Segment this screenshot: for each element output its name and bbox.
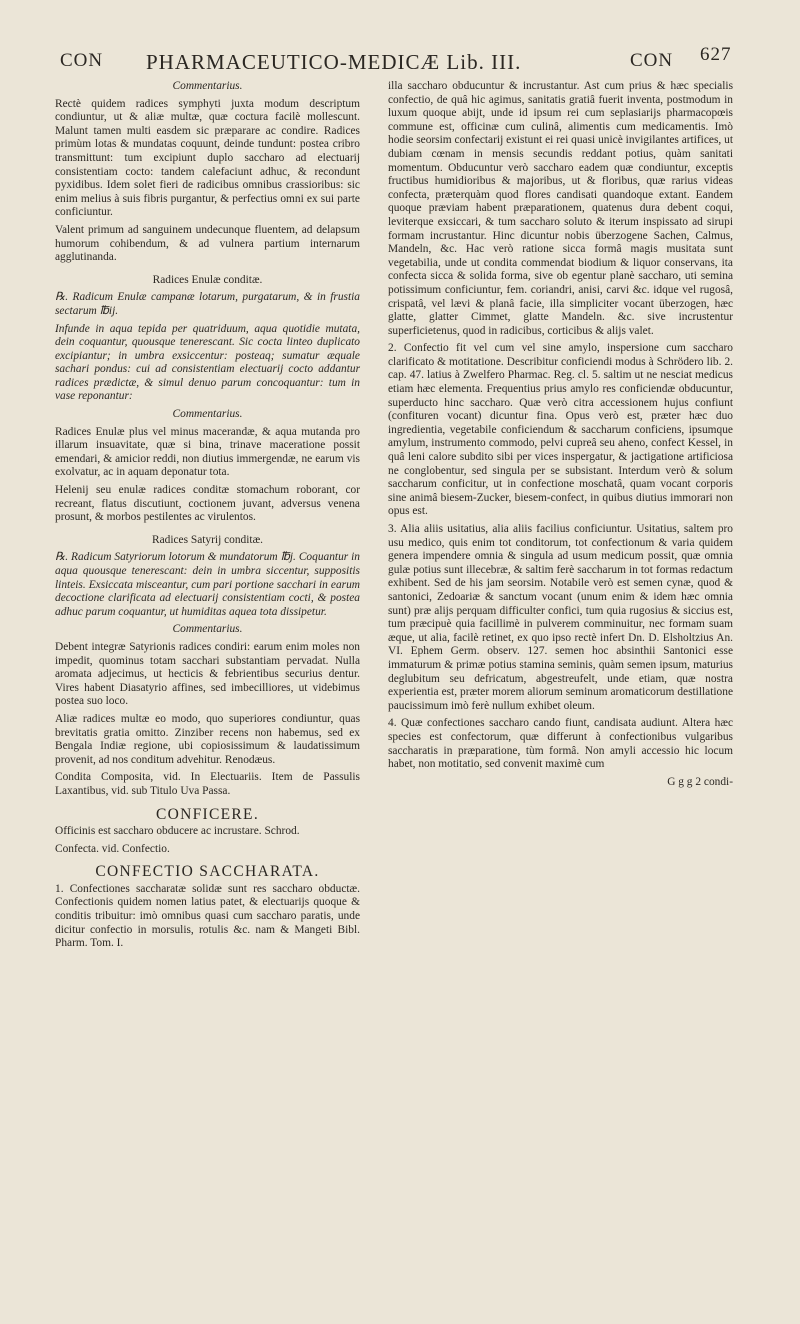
- body-paragraph: Rectè quidem radices symphyti juxta modum descriptum condiuntur, ut & aliæ multæ, quæ coctura facilè mollescunt. Malunt tamen multi easdem sic præparare ac condire. Radices primùm lotas & mundatas coquunt, deinde tundunt: postea cribro transmittunt: tum excipiunt duplo saccharo ad electuarij consistentiam cocto: tandem calefaciunt adhuc, & recondunt pyxidibus. Idem solet fieri de radicibus omnibus crassioribus: sic enim melius à suis fibris purgantur, & perfectius omni ex sui parte conficiuntur.: [55, 97, 360, 219]
- entry-heading: CONFECTIO SACCHARATA.: [95, 863, 320, 881]
- section-heading: Radices Enulæ conditæ.: [152, 273, 263, 286]
- commentary-heading: Commentarius.: [172, 623, 243, 636]
- section-heading: Radices Satyrij conditæ.: [151, 533, 264, 546]
- body-paragraph: Officinis est saccharo obducere ac incrustare. Schrod.: [55, 825, 300, 838]
- signature-catchword: G g g 2 condi-: [667, 775, 733, 788]
- recipe-paragraph: ℞. Radicum Satyriorum lotorum & mundatorum ℔j. Coquantur in aqua quousque tenerescant: dein in umbra siccentur, suppositis linteis. Exsiccata misceantur, cum pari portione sacchari in earum decoctione clarificata ad electuarij consistentiam cocti, & postea adhuc parum coquantur, ut humiditas aquea tota dissipetur.: [55, 551, 360, 618]
- body-paragraph: Helenij seu enulæ radices conditæ stomachum roborant, cor recreant, flatus discutiunt, coctionem juvant, adversus venena prosunt, & morbos pestilentes ac virulentos.: [55, 484, 360, 524]
- header-left-catchword: CON: [60, 50, 104, 71]
- header-right-catchword: CON: [630, 50, 674, 71]
- commentary-heading: Commentarius.: [172, 80, 243, 92]
- body-paragraph: Aliæ radices multæ eo modo, quo superiores condiuntur, quas brevitatis gratia omitto. Zinziber recens non habemus, sed ex Bengala Indiæ regione, ubi copiosissimum & laudatissimum provenit, ad nos conditum advehitur. Renodæus.: [55, 712, 360, 766]
- entry-heading: CONFICERE.: [156, 805, 259, 823]
- body-paragraph: Valent primum ad sanguinem undecunque fluentem, ad delapsum humorum cohibendum, & ad vulnera partium internarum agglutinanda.: [55, 223, 360, 264]
- body-paragraph: Debent integræ Satyrionis radices condiri: earum enim moles non impedit, quominus totam sacchari substantiam pervadat. Nulla aromata adjecimus, ut hecticis & febrientibus securius dentur. Vires habent Diasatyrio affines, sed imbecilliores, ut videbimus postea suo loco.: [55, 640, 360, 708]
- commentary-heading: Commentarius.: [172, 408, 243, 421]
- body-paragraph: 4. Quæ confectiones saccharo cando fiunt, candisata audiunt. Altera hæc species est confectorum, quæ differunt à confectionibus vulgaribus saccharatis in præparatione, tùm formâ. Non amyli accessio hic locum habet, non motitatio, sed convenit maximè cum: [388, 717, 733, 771]
- body-paragraph: Confecta. vid. Confectio.: [55, 842, 170, 855]
- page-number: 627: [700, 44, 732, 65]
- body-paragraph: Radices Enulæ plus vel minus macerandæ, & aqua mutanda pro illarum insuavitate, quæ si bina, trinave maceratione possit emendari, & amicior reddi, non diutius immergendæ, ne earum vis exolvatur, ac in aquam deponatur tota.: [55, 425, 360, 479]
- header-title: PHARMACEUTICO-MEDICÆ Lib. III.: [146, 50, 522, 74]
- body-paragraph: illa saccharo obducuntur & incrustantur. Ast cum prius & hæc specialis confectio, de quâ hic agimus, sanitatis gratiâ fuerit inventa, postmodum in luxum quoque abijt, unde id ipsum rei cum seplasiarijs pharmacopœis commune est, officinæ cum culinâ, alimentis cum medicamentis. Imò hodie seorsim confectarij existunt ei rei quasi unicè invigilantes artifices, ut dubiam cœnam in mensis secundis reddant potius, quàm sanitati momentum. Obducuntur verò saccharo eadem quæ condiuntur, exceptis fructibus humidioribus & majoribus, ut & floribus, quæ rarius videas confecta, præterquàm quod flores candisati quandoque extant. Eandem quoque præviam habent præparationem, quatenus dura debent coqui, leviterque exsiccari, & tum saccharo soluto & iterum inspissato ad sirupi formam incrustantur. Hinc dicuntur nobis überzogene Sachen, Calmus, Mandeln, &c. Hac verò ratione sicca formâ magis musitata sunt vegetabilia, unde ut condita commendat biodium & liquor conservans, ita confecta sicca & solida forma, sive ob egentur planè saccharo, uti semina potissimum conficiuntur, fem. coriandri, anisi, carvi &c. idque vel rugosâ, crispatâ, vel lævi & planâ facie, illa simpliciter vocant überzogen, hæc glatte, glatter Cimmet, glatte Mandeln. &c. sive incrustentur superficietenus, quod in radicibus, corticibus & alijs valet.: [388, 80, 733, 337]
- left-column: [55, 76, 360, 951]
- recipe-paragraph: ℞. Radicum Enulæ campanæ lotarum, purgatarum, & in frustia sectarum ℔ij.: [55, 291, 360, 317]
- body-paragraph: 3. Alia aliis usitatius, alia aliis facilius conficiuntur. Usitatius, saltem pro usu medico, quis enim tot conditorum, tot confectionum & varia quidem genera impendere omnia & singula ad usum medicum possit, quæ omnia gulæ potius sunt illecebræ, & saltim ferè saccharum in tot formas redactum exhibent. Sed de his jam seorsim. Notabile verò est semen cynæ, quod & santonici, Zedoariæ & sanctum vocant (unum enim & idem hæc omnia sunt) præ alijs perquam difficulter confici, tum quia rugosius & siccius est, tum præcipuè quia facillimè in pulverem comminuitur, nec formam suam æque, ut alia, facilè retinet, ex quo ipso rectè infert Dn. D. Elsholtzius An. VI. Ephem Germ. observ. 127. semen hoc absinthii Santonici esse immaturum & primæ potius stamina seminis, quàm semen ipsum, maturius deglubitum seu defricatum, abgestreufelt, unde etiam, quæ nostra experientia est, præter morem aliorum seminum aromaticorum destillatione paucissimum imò ferè nullum exhibet oleum.: [388, 523, 733, 712]
- body-paragraph: 1. Confectiones saccharatæ solidæ sunt res saccharo obductæ. Confectionis quidem nomen latius patet, & electuarijs quoque & conditis tribuitur: imò omnibus quasi cum saccharo paratis, unde dicitur confectio in morsulis, rotulis &c. nam & Mangeti Bibl. Pharm. Tom. I.: [55, 882, 360, 950]
- recipe-paragraph: Infunde in aqua tepida per quatriduum, aqua quotidie mutata, dein coquantur, quousque tenerescant. Sic cocta linteo duplicato excipiantur; in umbra exsiccentur: posteaq; sumatur æquale sachari pondus: cui ad consistentiam electuarij cocto addantur radices prædictæ, & simul denuo parum concoquantur: tum in vase reponantur:: [55, 322, 360, 403]
- body-paragraph: 2. Confectio fit vel cum vel sine amylo, inspersione cum saccharo clarificato & motitatione. Describitur conficiendi modus à Schrödero lib. 2. cap. 47. latius à Zwelfero Pharmac. Reg. cl. 5. saltim ut ne nesciat medicus etiam hæc elementa. Frequentius prius amylo res conficiendæ obducuntur, superducto hinc saccharo. Quæ verò citra accessionem hujus confiunt (confituren vocant) dicuntur fina. Opus verò est, præter hæc duo ingredientia, vegetabile conficiendum & saccharum conficiens, ipsumque amylum, instrumento commodo, pelvi cupreâ seu aheno, confect Kessel, in quâ leni calore subdito sibi per vices inspergatur, & jactigatione artificiosa ne conglobentur, sed singula per se subsistant. Interdum verò & solum saccharum conficitur, ut in confectione moschatâ, quam vocant corporis sine animâ biesem-Zucker, biesem-confect, in quibus diutius immorari non opus est.: [388, 342, 733, 518]
- right-column: [388, 76, 733, 789]
- body-paragraph: Condita Composita, vid. In Electuariis. Item de Passulis Laxantibus, vid. sub Titulo Uva Passa.: [55, 771, 360, 797]
